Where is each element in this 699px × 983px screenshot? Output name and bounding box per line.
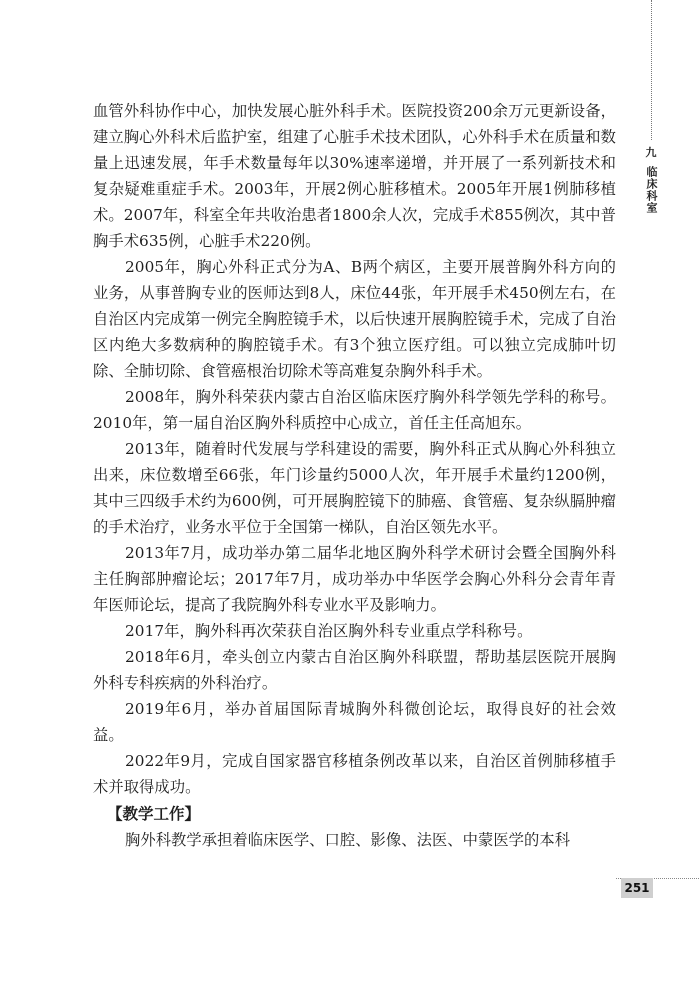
page-body (93, 98, 616, 853)
paragraph-9: 2022年9月，完成自国家器官移植条例改革以来，自治区首例肺移植手术并取得成功。 (93, 752, 616, 796)
paragraph-8: 2019年6月，举办首届国际青城胸外科微创论坛，取得良好的社会效益。 (93, 700, 616, 744)
paragraph-5: 2013年7月，成功举办第二届华北地区胸外科学术研讨会暨全国胸外科主任胸部肿瘤论坛；2017年7月，成功举办中华医学会胸心外科分会青年青年医师论坛，提高了我院胸外科专业水平及影响力。 (93, 544, 616, 614)
paragraph-6: 2017年，胸外科再次荣获自治区胸外科专业重点学科称号。 (125, 622, 533, 640)
paragraph-4: 2013年，随着时代发展与学科建设的需要，胸外科正式从胸心外科独立出来，床位数增至66张，年门诊量约5000人次，年开展手术量约1200例，其中三四级手术约为600例，可开展胸腔镜下的肺癌、食管癌、复杂纵膈肿瘤的手术治疗，业务水平位于全国第一梯队，自治区领先水平。 (93, 440, 616, 536)
page-number: 251 (621, 878, 653, 898)
chapter-divider-line (651, 0, 652, 140)
section-heading-teaching: 【教学工作】 (107, 805, 201, 823)
paragraph-3: 2008年，胸外科荣获内蒙古自治区临床医疗胸外科学领先学科的称号。2010年，第一届自治区胸外科质控中心成立，首任主任高旭东。 (93, 388, 616, 432)
chapter-title: 临床科室 (645, 166, 658, 214)
paragraph-7: 2018年6月，牵头创立内蒙古自治区胸外科联盟，帮助基层医院开展胸外科专科疾病的外科治疗。 (93, 648, 616, 692)
chapter-side-tab (640, 146, 662, 214)
chapter-number: 九 (645, 146, 657, 159)
paragraph-teaching: 胸外科教学承担着临床医学、口腔、影像、法医、中蒙医学的本科 (125, 831, 571, 849)
paragraph-1: 血管外科协作中心，加快发展心脏外科手术。医院投资200余万元更新设备，建立胸心外科术后监护室，组建了心脏手术技术团队，心外科手术在质量和数量上迅速发展，年手术数量每年以30%速率递增，并开展了一系列新技术和复杂疑难重症手术。2003年，开展2例心脏移植术。2005年开展1例肺移植术。2007年，科室全年共收治患者1800余人次，完成手术855例次，其中普胸手术635例，心脏手术220例。 (93, 102, 616, 250)
paragraph-2: 2005年，胸心外科正式分为A、B两个病区，主要开展普胸外科方向的业务，从事普胸专业的医师达到8人，床位44张，年开展手术450例左右，在自治区内完成第一例完全胸腔镜手术，以后快速开展胸腔镜手术，完成了自治区内绝大多数病种的胸腔镜手术。有3个独立医疗组。可以独立完成肺叶切除、全肺切除、食管癌根治切除术等高难复杂胸外科手术。 (93, 258, 616, 380)
